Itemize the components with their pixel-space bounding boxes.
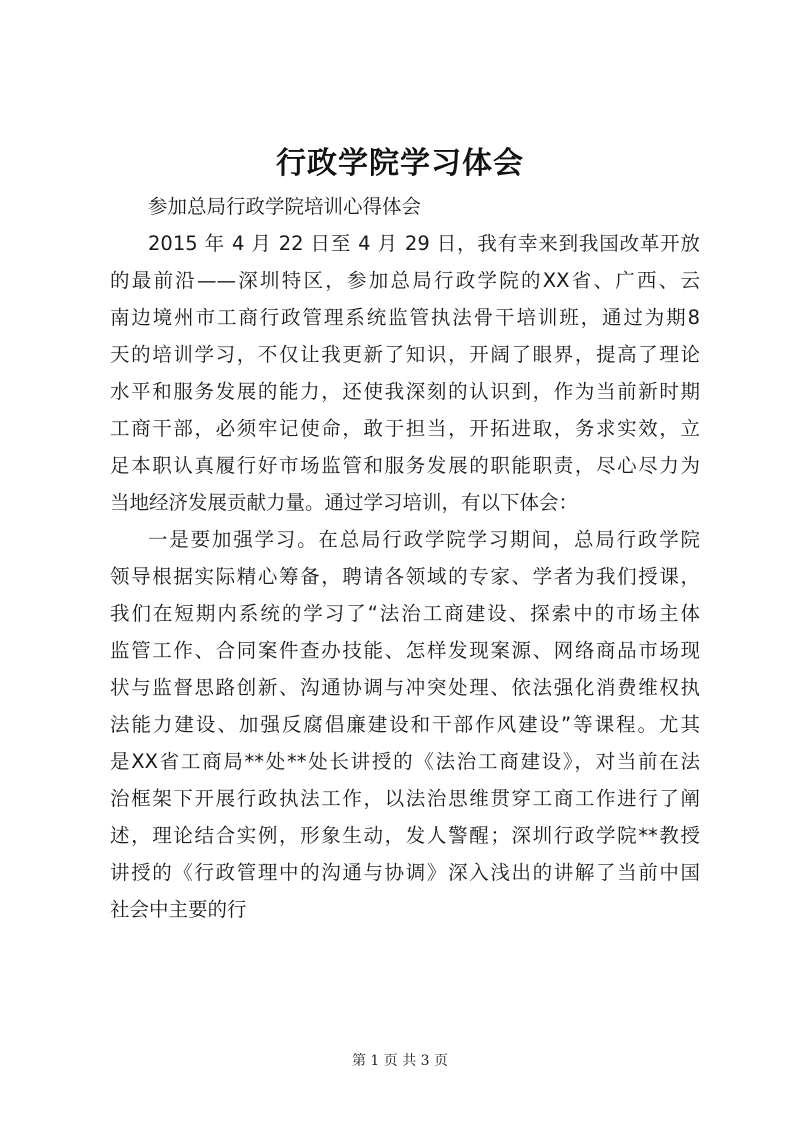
text-line: 述，理论结合实例，形象生动，发人警醒；深圳行政学院**教授 <box>110 824 700 847</box>
text-line: 南边境州市工商行政管理系统监管执法骨干培训班，通过为期8 <box>110 306 700 329</box>
page-number-footer: 第 1 页 共 3 页 <box>351 1053 449 1069</box>
paragraph-intro <box>110 225 700 521</box>
text-line: 领导根据实际精心筹备，聘请各领域的专家、学者为我们授课， <box>110 565 700 588</box>
text-line: 是XX省工商局**处**处长讲授的《法治工商建设》，对当前在法 <box>110 750 700 773</box>
text-line: 讲授的《行政管理中的沟通与协调》深入浅出的讲解了当前中国 <box>110 861 700 884</box>
text-line: 法能力建设、加强反腐倡廉建设和干部作风建设”等课程。尤其 <box>110 713 700 736</box>
subtitle-paragraph <box>110 188 700 225</box>
text-line: 我们在短期内系统的学习了“法治工商建设、探索中的市场主体 <box>110 602 700 625</box>
text-line: 监管工作、合同案件查办技能、怎样发现案源、网络商品市场现 <box>110 639 700 662</box>
text-line: 社会中主要的行 <box>110 898 247 921</box>
document-title: 行政学院学习体会 <box>276 146 524 181</box>
text-line: 治框架下开展行政执法工作，以法治思维贯穿工商工作进行了阐 <box>110 787 700 810</box>
text-line: 状与监督思路创新、沟通协调与冲突处理、依法强化消费维权执 <box>110 676 700 699</box>
text-line: 天的培训学习，不仅让我更新了知识，开阔了眼界，提高了理论 <box>110 343 700 366</box>
paragraph-learning <box>110 521 700 928</box>
text-line: 足本职认真履行好市场监管和服务发展的职能职责，尽心尽力为 <box>110 454 700 477</box>
document-subtitle: 参加总局行政学院培训心得体会 <box>148 195 422 218</box>
text-line: 水平和服务发展的能力，还使我深刻的认识到，作为当前新时期 <box>110 380 700 403</box>
text-line: 工商干部，必须牢记使命，敢于担当，开拓进取，务求实效，立 <box>110 417 700 440</box>
text-line: 当地经济发展贡献力量。通过学习培训，有以下体会： <box>110 491 579 514</box>
text-line: 的最前沿——深圳特区，参加总局行政学院的XX省、广西、云 <box>110 269 700 292</box>
text-line: 一是要加强学习。在总局行政学院学习期间，总局行政学院 <box>148 528 700 551</box>
text-line: 2015 年 4 月 22 日至 4 月 29 日，我有幸来到我国改革开放 <box>148 232 700 255</box>
